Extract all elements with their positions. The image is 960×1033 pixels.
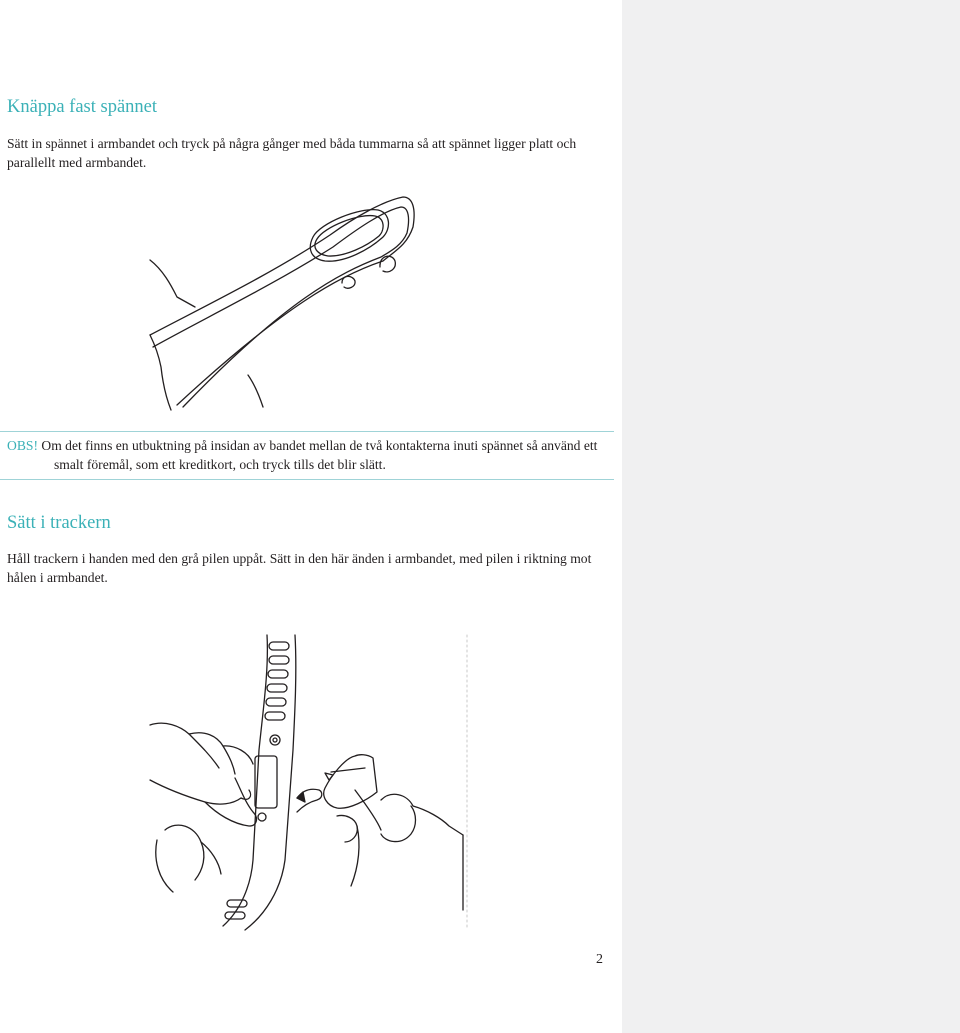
tracker-section-title: Sätt i trackern [7,513,111,533]
tracker-section-body: Håll trackern i handen med den grå pilen uppåt. Sätt in den här änden i armbandet, med pilen i riktning mot hålen i armbandet. [7,551,592,585]
clasp-section-title: Knäppa fast spännet [7,97,158,117]
clasp-section-body: Sätt in spännet i armbandet och tryck på några gånger med båda tummarna så att spännet ligger platt och parallellt med armbandet. [7,136,577,170]
note-label: OBS! [7,438,38,453]
note-box [7,436,619,474]
tracker-insertion-illustration [145,630,475,935]
note-top-divider [0,431,614,432]
note-bottom-divider [0,479,614,480]
note-text: Om det finns en utbuktning på insidan av bandet mellan de två kontakterna inuti spännet så använd ett smalt föremål, som ett kreditkort, och tryck tills det blir slätt. [41,438,598,472]
clasp-wristband-illustration [145,195,420,415]
page-side-panel [622,0,960,1033]
page-number: 2 [596,952,603,967]
